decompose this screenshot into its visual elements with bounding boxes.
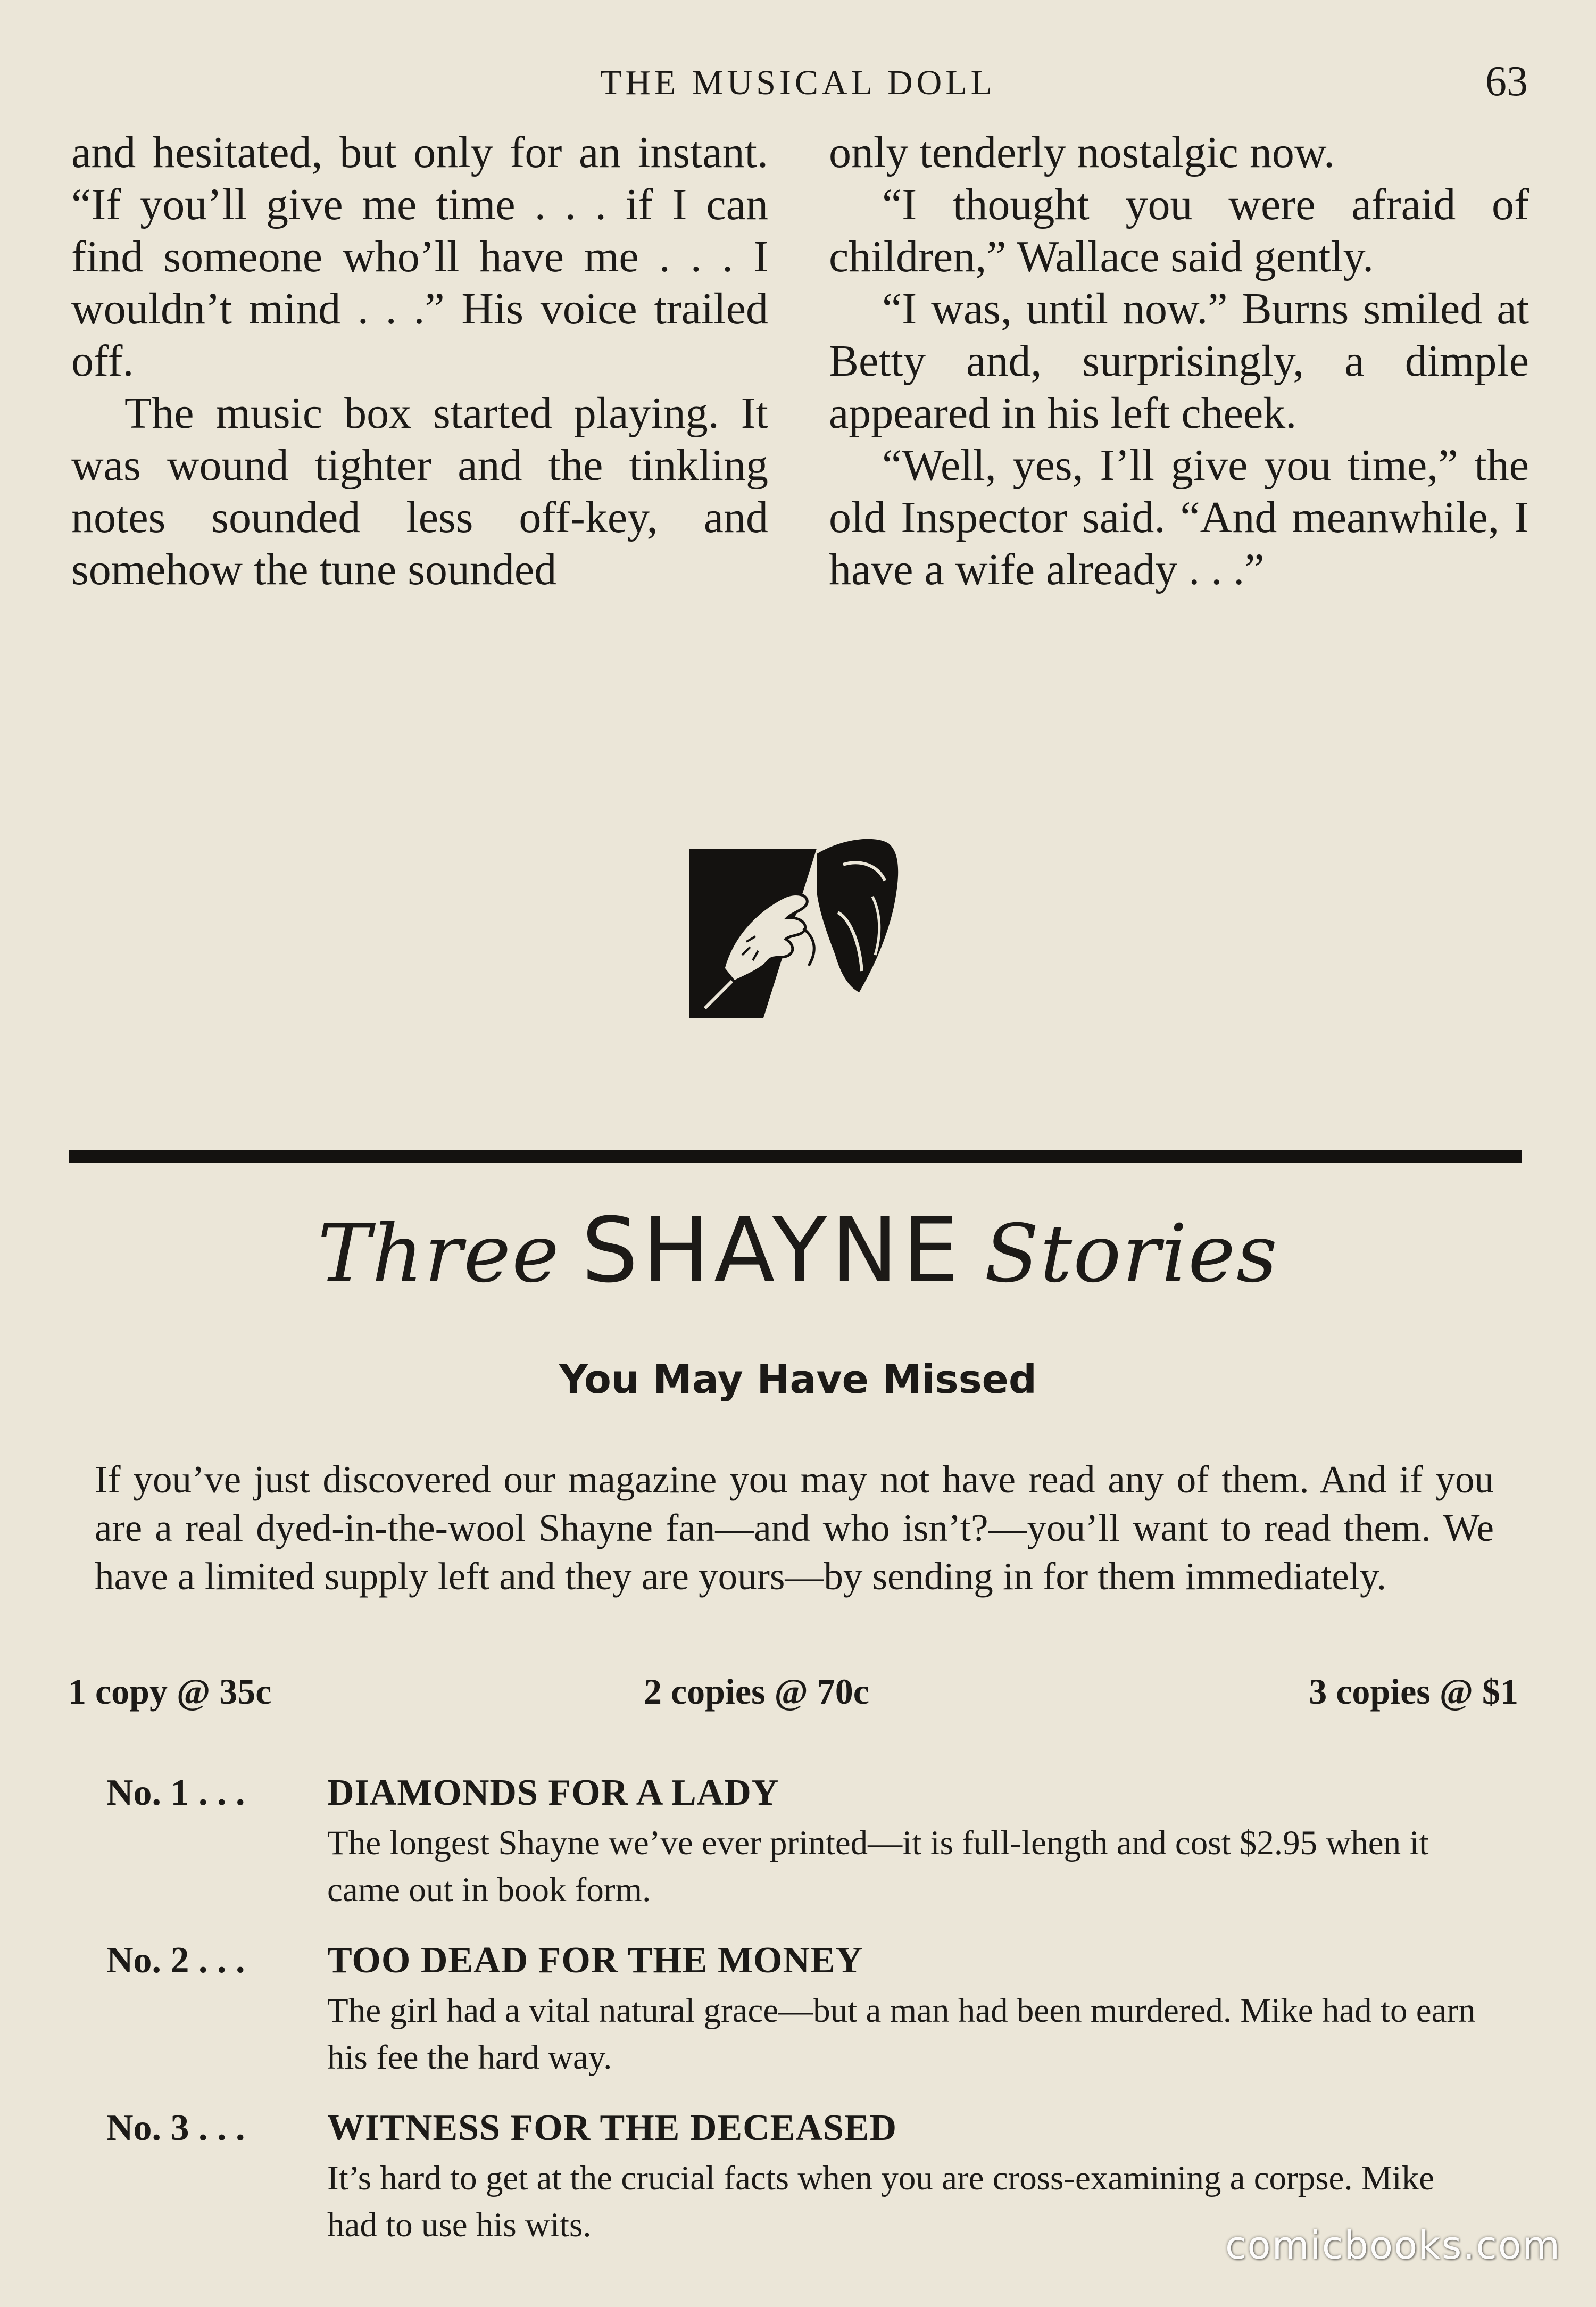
issue-description: It’s hard to get at the crucial facts when you are cross-examining a corpse. Mike had to use his wits. xyxy=(327,2159,1435,2244)
story-paragraph: “I thought you were afraid of children,” Wallace said gently. xyxy=(829,180,1529,281)
story-paragraph: only tenderly nostalgic now. xyxy=(829,128,1335,177)
story-column-right xyxy=(829,127,1529,596)
price-three-copies: 3 copies @ $1 xyxy=(1309,1671,1518,1712)
ad-title-stories: Stories xyxy=(984,1208,1278,1300)
issue-title: TOO DEAD FOR THE MONEY xyxy=(327,1940,863,1981)
issue-number: No. 3 . . . xyxy=(106,2107,245,2148)
running-title: THE MUSICAL DOLL xyxy=(600,63,996,102)
story-paragraph: The music box started playing. It was wound tighter and the tinkling notes sounded less off-key, and somehow the tune sounded xyxy=(71,388,768,594)
ad-title xyxy=(0,1192,1596,1338)
issue-number: No. 2 . . . xyxy=(106,1940,245,1981)
ad-title-three: Three xyxy=(318,1208,560,1300)
story-paragraph: “I was, until now.” Burns smiled at Betty and, surprisingly, a dimple appeared in his left cheek. xyxy=(829,284,1529,438)
story-column-left xyxy=(71,127,768,596)
issue-title: DIAMONDS FOR A LADY xyxy=(327,1772,779,1813)
story-paragraph: and hesitated, but only for an instant. “If you’ll give me time . . . if I can find someone who’ll have me . . . I wouldn’t mind . . .” His voice trailed off. xyxy=(71,128,768,386)
price-two-copies: 2 copies @ 70c xyxy=(644,1671,869,1712)
story-paragraph: “Well, yes, I’ll give you time,” the old Inspector said. “And meanwhile, I have a wife already . . .” xyxy=(829,441,1529,594)
ad-title-shayne: SHAYNE xyxy=(581,1198,963,1302)
issue-number: No. 1 . . . xyxy=(106,1772,245,1813)
issue-title: WITNESS FOR THE DECEASED xyxy=(327,2107,897,2148)
issue-description: The girl had a vital natural grace—but a man had been murdered. Mike had to earn his fee the hard way. xyxy=(327,1991,1476,2077)
ad-subtitle: You May Have Missed xyxy=(559,1357,1037,1403)
source-watermark: comicbooks.com xyxy=(1225,2223,1561,2268)
section-divider xyxy=(69,1150,1522,1163)
hand-lifting-cloth-icon xyxy=(684,833,907,1019)
price-one-copy: 1 copy @ 35c xyxy=(68,1671,272,1712)
page-number: 63 xyxy=(1485,58,1528,105)
issue-description: The longest Shayne we’ve ever printed—it is full-length and cost $2.95 when it came out in book form. xyxy=(327,1824,1429,1909)
ad-intro: If you’ve just discovered our magazine you may not have read any of them. And if you are a real dyed-in-the-wool Shayne fan—and who isn’t?—you’ll want to read them. We have a limited supply left and they are yours—by sending in for them immediately. xyxy=(95,1458,1494,1598)
